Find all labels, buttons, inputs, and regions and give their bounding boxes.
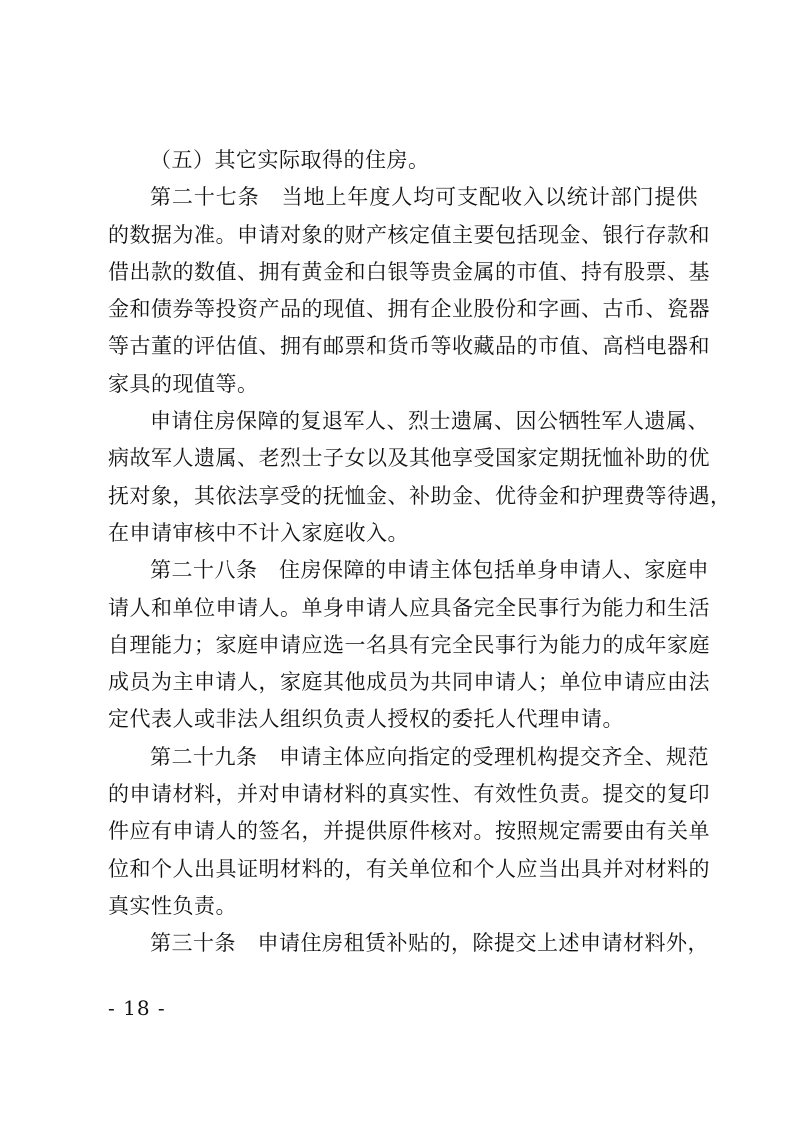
text-line: 在申请审核中不计入家庭收入。 bbox=[108, 520, 409, 545]
text-line: 金和债券等投资产品的现值、拥有企业股份和字画、古币、瓷器 bbox=[108, 297, 710, 322]
text-line: 第二十八条 住房保障的申请主体包括单身申请人、家庭申 bbox=[150, 558, 709, 583]
text-line: 的数据为准。申请对象的财产核定值主要包括现金、银行存款和 bbox=[108, 222, 710, 247]
text-line: 第三十条 申请住房租赁补贴的，除提交上述申请材料外， bbox=[150, 931, 709, 956]
text-line: 请人和单位申请人。单身申请人应具备完全民事行为能力和生活 bbox=[108, 595, 710, 620]
text-line: 自理能力；家庭申请应选一名具有完全民事行为能力的成年家庭 bbox=[108, 632, 710, 657]
text-line: 成员为主申请人，家庭其他成员为共同申请人；单位申请应由法 bbox=[108, 670, 710, 695]
body-text bbox=[108, 142, 732, 963]
text-line: 等古董的评估值、拥有邮票和货币等收藏品的市值、高档电器和 bbox=[108, 334, 710, 359]
text-line: 第二十七条 当地上年度人均可支配收入以统计部门提供 bbox=[150, 185, 698, 210]
text-line: 抚对象，其依法享受的抚恤金、补助金、优待金和护理费等待遇， bbox=[108, 483, 732, 508]
text-line: 申请住房保障的复退军人、烈士遗属、因公牺牲军人遗属、 bbox=[150, 409, 709, 434]
text-line: 位和个人出具证明材料的，有关单位和个人应当出具并对材料的 bbox=[108, 856, 710, 881]
text-line: 真实性负责。 bbox=[108, 893, 237, 918]
text-line: 家具的现值等。 bbox=[108, 371, 259, 396]
text-line: 定代表人或非法人组织负责人授权的委托人代理申请。 bbox=[108, 707, 624, 732]
text-line: 的申请材料，并对申请材料的真实性、有效性负责。提交的复印 bbox=[108, 782, 710, 807]
text-line: 病故军人遗属、老烈士子女以及其他享受国家定期抚恤补助的优 bbox=[108, 446, 710, 471]
text-line: 借出款的数值、拥有黄金和白银等贵金属的市值、持有股票、基 bbox=[108, 259, 710, 284]
text-line: 第二十九条 申请主体应向指定的受理机构提交齐全、规范 bbox=[150, 744, 709, 769]
text-line: 件应有申请人的签名，并提供原件核对。按照规定需要由有关单 bbox=[108, 819, 710, 844]
page-number: - 18 - bbox=[108, 996, 166, 1020]
text-line: （五）其它实际取得的住房。 bbox=[150, 148, 430, 172]
